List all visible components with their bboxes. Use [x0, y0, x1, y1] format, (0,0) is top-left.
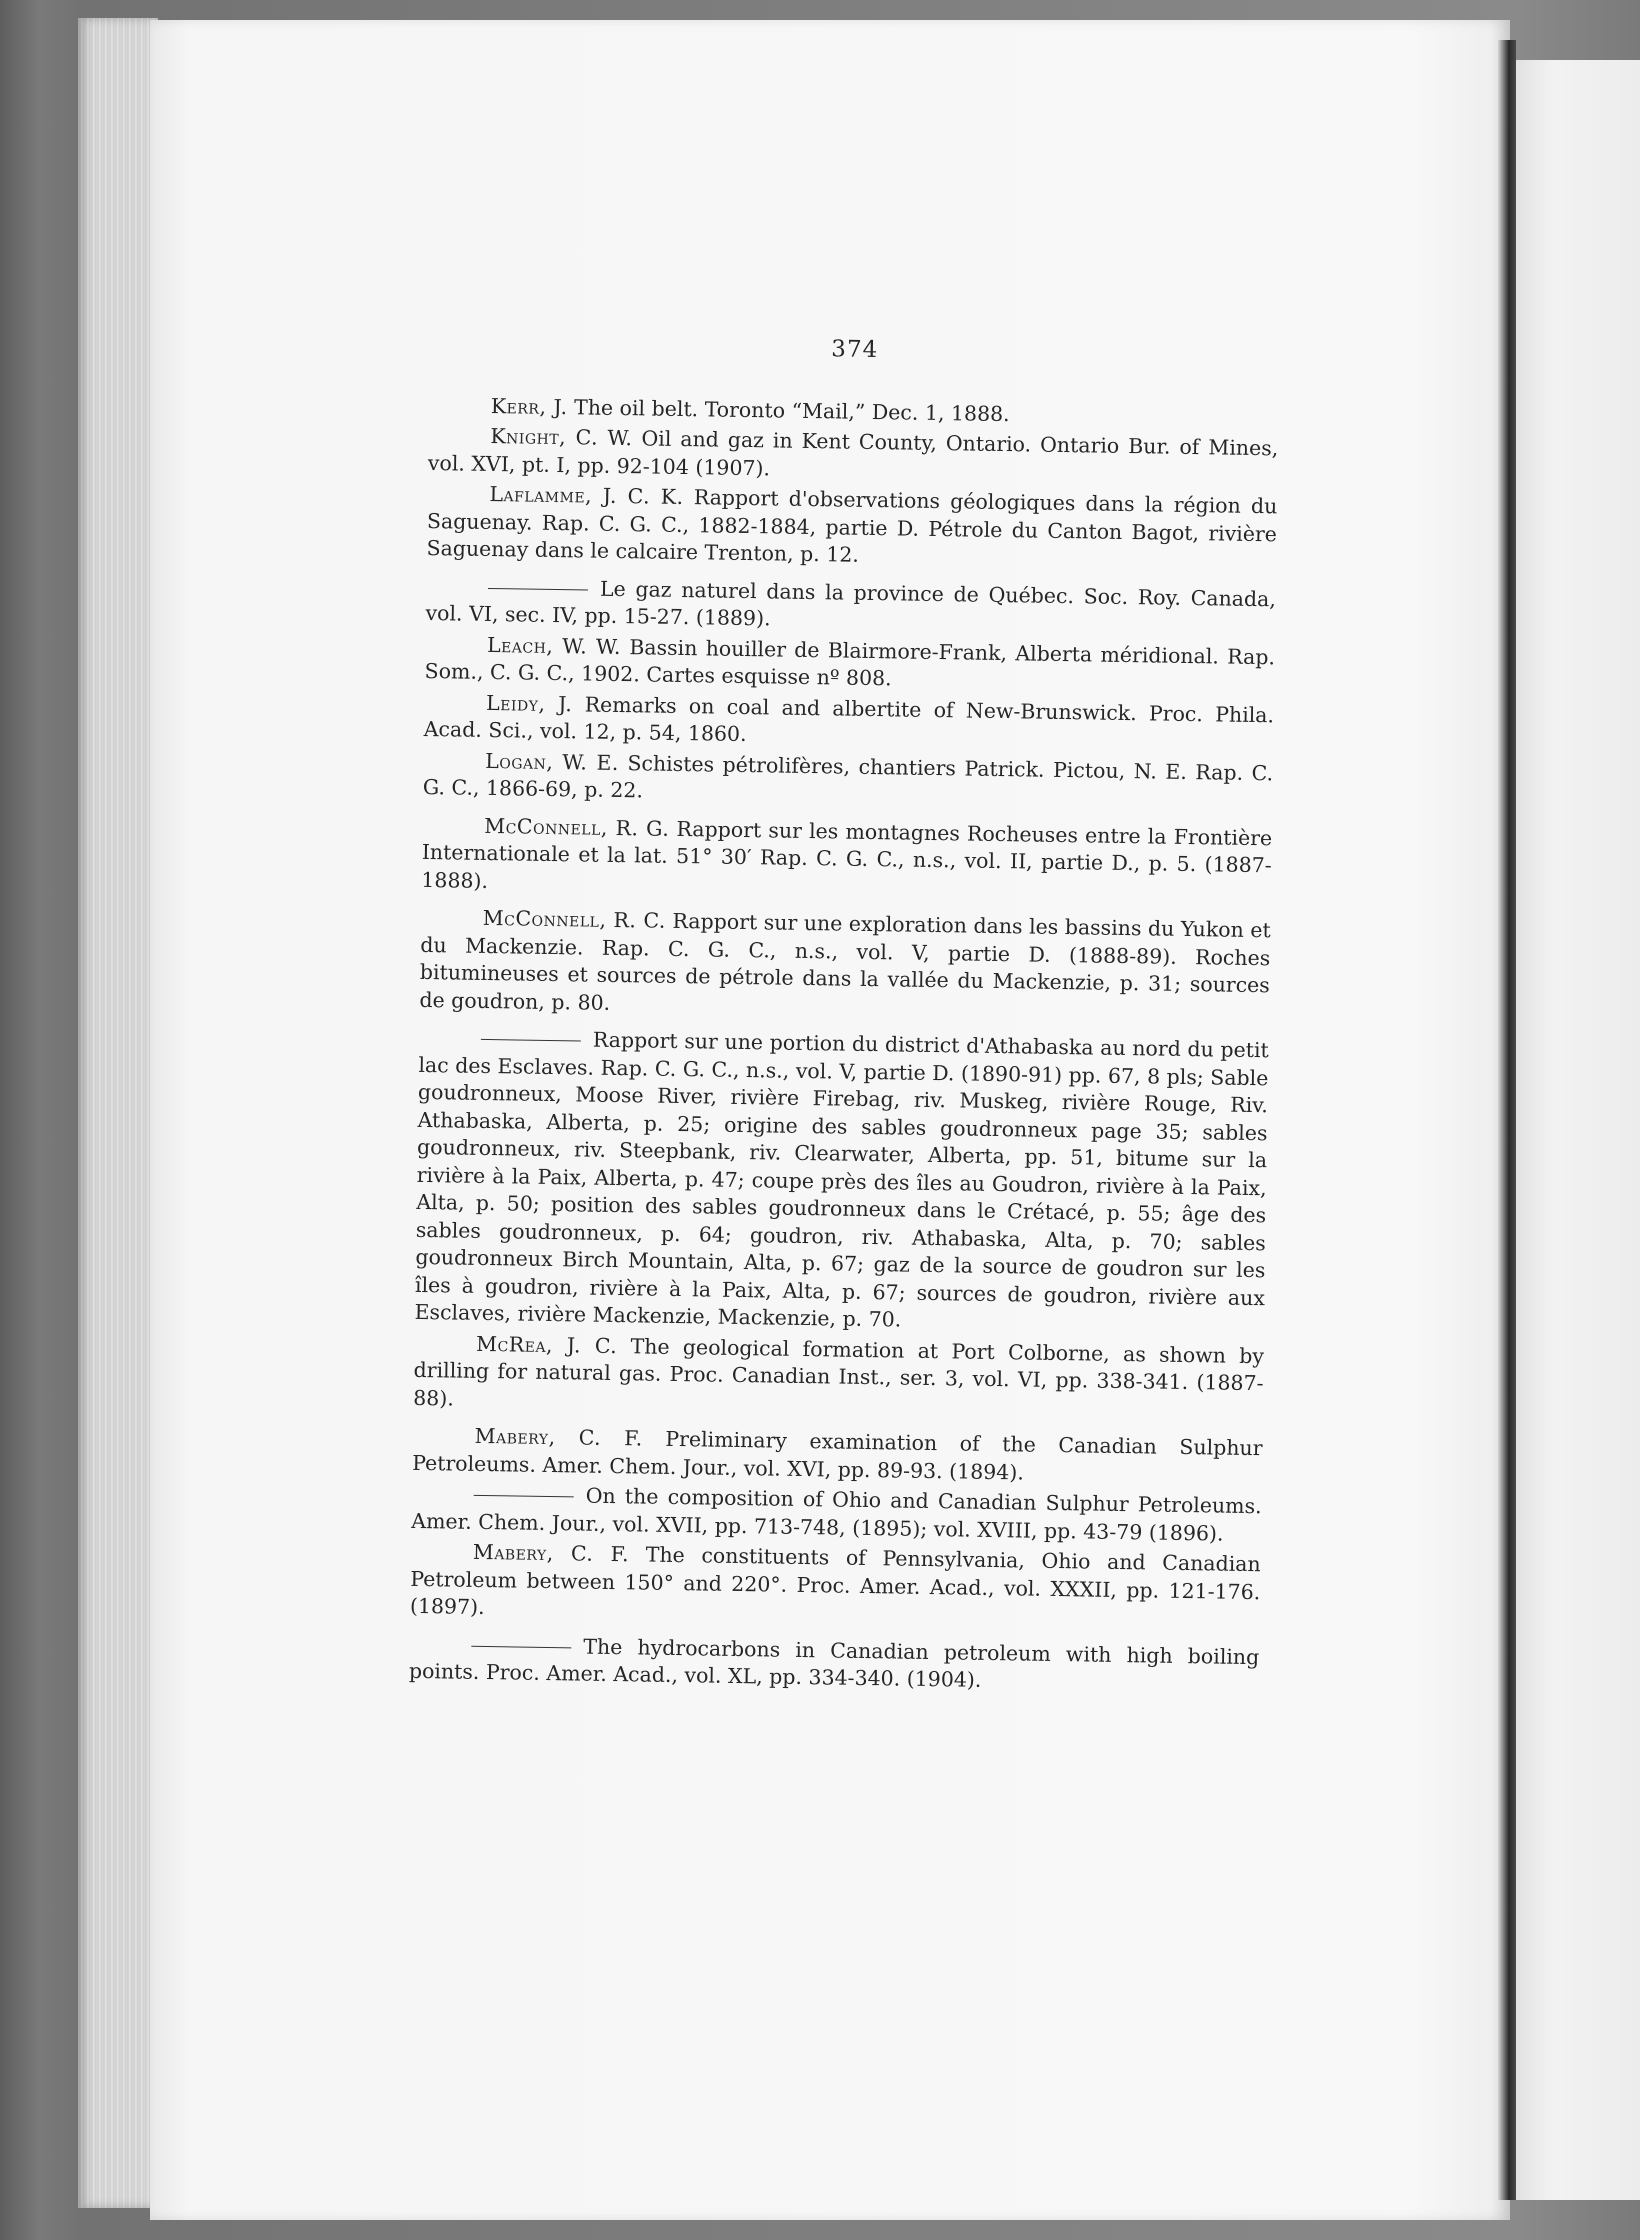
ditto-dash: [471, 1645, 571, 1648]
entry-author: Leach, W. W.: [486, 632, 622, 659]
entry-text: The oil belt. Toronto “Mail,” Dec. 1, 1888.: [573, 394, 1010, 426]
bibliography-entry: [424, 630, 1275, 698]
bibliography-entry: [410, 1538, 1261, 1634]
entry-author: McConnell, R. G.: [484, 813, 670, 841]
entry-text: Rapport sur une exploration dans les bassins du Yukon et du Mackenzie. Rap. C. G. C., n.s., vol. V, partie D. (1888-89). Roches bitumineuses et sources de pétrole dans la vallée du Mackenzie, p. 31; sources de goudron, p. 80.: [419, 908, 1271, 1015]
bibliography-entry: [409, 1630, 1260, 1698]
entry-author: Kerr, J.: [490, 393, 568, 419]
entry-text: Rapport sur les montagnes Rocheuses entre la Frontière Internationale et la lat. 51° 30′ Rap. C. G. C., n.s., vol. II, partie D., p. 5. (1887-1888).: [421, 816, 1273, 893]
bibliography-entry: [428, 422, 1279, 490]
entry-text: Schistes pétrolifères, chantiers Patrick. Pictou, N. E. Rap. C. G. C., 1866-69, p. 22.: [422, 750, 1274, 803]
next-page-edge: [1516, 60, 1640, 2200]
page-edges: [78, 18, 158, 2208]
entry-author: Leidy, J.: [485, 690, 573, 716]
bibliography-entry: [413, 1329, 1264, 1425]
bibliography-entry: [425, 572, 1276, 640]
entry-text: Oil and gaz in Kent County, Ontario. Ontario Bur. of Mines, vol. XVI, pt. I, pp. 92-104 (1907).: [427, 426, 1279, 480]
entry-author: Mabery, C. F.: [474, 1423, 643, 1451]
entry-text: Rapport d'observations géologiques dans la région du Saguenay. Rap. C. G. C., 1882-1884, partie D. Pétrole du Canton Bagot, rivière Saguenay dans le calcaire Trenton, p. 12.: [426, 485, 1278, 567]
entry-text: Le gaz naturel dans la province de Québec. Soc. Roy. Canada, vol. VI, sec. IV, pp. 15-27. (1889).: [425, 576, 1277, 631]
bibliography-entry: [421, 811, 1272, 907]
entry-text: Remarks on coal and albertite of New-Brunswick. Proc. Phila. Acad. Sci., vol. 12, p. 54, 1860.: [423, 691, 1275, 747]
entry-text: The hydrocarbons in Canadian petroleum with high boiling points. Proc. Amer. Acad., vol. XL, pp. 334-340. (1904).: [408, 1634, 1260, 1692]
bibliography-entry: [412, 1422, 1263, 1490]
entry-author: McRea, J. C.: [475, 1331, 618, 1358]
entry-author: Mabery, C. F.: [472, 1539, 630, 1567]
bibliography-entry: [414, 1024, 1269, 1340]
bibliography-entry: [424, 688, 1275, 756]
entry-author: Knight, C. W.: [490, 423, 633, 451]
entry-text: Rapport sur une portion du district d'Athabaska au nord du petit lac des Esclaves. Rap. C. G. C., n.s., vol. V, partie D. (1890-91) pp. 67, 8 pls; Sable goudronneux, Moose River, rivière Firebag, riv. Muskeg, rivière Rouge, Riv. Athabaska, Alberta, p. 25; origine des sables goudronneux page 35; sables goudronneux, riv. Steepbank, riv. Clearwater, Alberta, pp. 51, bitume sur la rivière à la Paix, Alberta, p. 47; coupe près des îles au Goudron, rivière à la Paix, Alta, p. 50; position des sables goudronneux dans le Crétacé, p. 55; âge des sables goudronneux, p. 64; goudron, riv. Athabaska, Alta, p. 70; sables goudronneux Birch Mountain, Alta, p. 67; gaz de la source de goudron sur les îles à goudron, rivière à la Paix, Alta, p. 67; sources de goudron, rivière aux Esclaves, rivière Mackenzie, Mackenzie, p. 70.: [414, 1027, 1269, 1332]
ditto-dash: [481, 1039, 581, 1042]
page-number: 374: [831, 336, 879, 364]
entry-author: Logan, W. E.: [485, 748, 620, 775]
bibliography-entry: [419, 904, 1271, 1027]
entry-text: The constituents of Pennsylvania, Ohio and Canadian Petroleum between 150° and 220°. Proc. Amer. Acad., vol. XXXII, pp. 121-176. (1897).: [409, 1542, 1261, 1620]
entry-text: Bassin houiller de Blairmore-Frank, Alberta méridional. Rap. Som., C. G. C., 1902. Cartes esquisse nº 808.: [424, 634, 1276, 691]
entry-text: Preliminary examination of the Canadian Sulphur Petroleums. Amer. Chem. Jour., vol. XVI, pp. 89-93. (1894).: [412, 1426, 1263, 1484]
entry-text: On the composition of Ohio and Canadian Sulphur Petroleums. Amer. Chem. Jour., vol. XVII, pp. 713-748, (1895); vol. XVIII, pp. 43-79 (1896).: [411, 1483, 1262, 1546]
bibliography-text: [409, 330, 1280, 1702]
entry-author: Laflamme, J. C. K.: [489, 481, 684, 510]
bibliography-entry: [423, 746, 1274, 814]
entry-text: The geological formation at Port Colborne, as shown by drilling for natural gas. Proc. Canadian Inst., ser. 3, vol. VI, pp. 338-341. (1887-88).: [413, 1333, 1265, 1411]
entry-author: McConnell, R. C.: [482, 905, 667, 933]
ditto-dash: [474, 1495, 574, 1498]
ditto-dash: [488, 587, 588, 590]
book-gutter: [1498, 40, 1516, 2200]
bibliography-entry: [426, 480, 1277, 576]
bibliography-entry: [411, 1480, 1262, 1548]
